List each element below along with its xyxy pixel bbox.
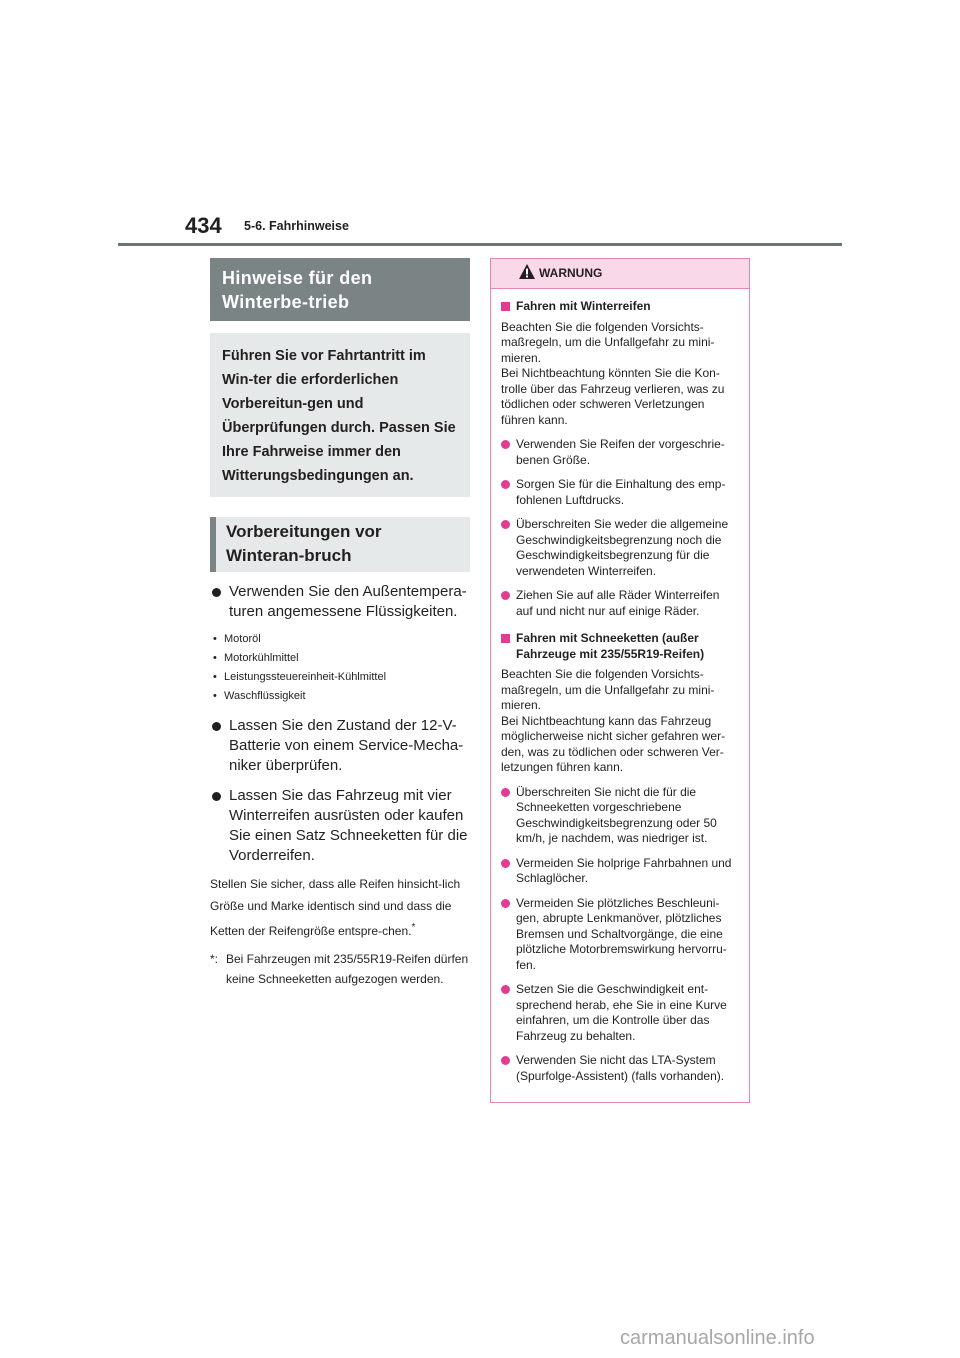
bullet-icon xyxy=(501,859,510,868)
list-item xyxy=(501,517,739,579)
list-item-text: Vermeiden Sie holprige Fahrbahnen und Schlaglöcher. xyxy=(516,855,732,885)
list-item-text: Waschflüssigkeit xyxy=(224,690,306,702)
bullet-icon xyxy=(212,722,221,731)
list-item-text: Setzen Sie die Geschwindigkeit ent-sprechend herab, ehe Sie in eine Kurve einfahren, um die Kontrolle über das Fahrzeug zu behalten. xyxy=(516,982,727,1043)
section-heading-preparation: Vorbereitungen vor Winteran-bruch xyxy=(210,517,470,572)
square-bullet-icon xyxy=(501,302,510,311)
bullet-icon xyxy=(501,591,510,600)
list-item-text: Ziehen Sie auf alle Räder Winterreifen auf und nicht nur auf einige Räder. xyxy=(516,588,720,618)
subheading-text: Fahren mit Schneeketten (außer Fahrzeuge mit 235/55R19-Reifen) xyxy=(516,631,705,661)
list-item xyxy=(501,437,739,468)
footnote-text: Bei Fahrzeugen mit 235/55R19-Reifen dürfen keine Schneeketten aufgezogen werden. xyxy=(226,951,469,986)
list-item xyxy=(501,785,739,847)
footnote-label: *: xyxy=(210,951,219,966)
bullet-icon xyxy=(501,899,510,908)
list-item xyxy=(501,896,739,974)
watermark[interactable]: carmanualsonline.info xyxy=(620,1327,815,1349)
bullet-icon xyxy=(501,520,510,529)
footnote xyxy=(210,949,470,989)
subheading-text: Fahren mit Winterreifen xyxy=(516,299,651,313)
left-column xyxy=(210,258,470,989)
bullet-icon xyxy=(501,440,510,449)
bullet-icon xyxy=(501,480,510,489)
warning-header xyxy=(491,259,749,289)
list-item xyxy=(501,982,739,1044)
bullet-icon xyxy=(212,588,221,597)
warning-title: WARNUNG xyxy=(539,266,603,280)
list-item-text: Motoröl xyxy=(224,633,261,645)
warning-body xyxy=(491,289,749,1084)
bullet-icon xyxy=(212,792,221,801)
square-bullet-icon xyxy=(501,634,510,643)
warning-subheading xyxy=(501,299,739,315)
header-divider xyxy=(118,243,842,246)
list-item xyxy=(501,1053,739,1084)
list-item xyxy=(210,630,470,649)
fluid-list xyxy=(210,630,470,706)
chapter-title: 5-6. Fahrhinweise xyxy=(244,219,349,233)
list-item xyxy=(501,856,739,887)
bullet-icon: • xyxy=(213,671,217,683)
footnote-marker: * xyxy=(411,922,416,933)
section-title-winter: Hinweise für den Winterbe-trieb xyxy=(210,258,470,321)
list-item xyxy=(210,786,470,866)
list-item xyxy=(501,477,739,508)
list-item-text: Überschreiten Sie weder die allgemeine Geschwindigkeitsbegrenzung noch die Geschwindigkeitsbegrenzung für die verwendeten Winterreifen. xyxy=(516,517,729,578)
bullet-icon: • xyxy=(213,633,217,645)
list-item xyxy=(501,588,739,619)
list-item xyxy=(210,649,470,668)
warning-paragraph: Bei Nichtbeachtung kann das Fahrzeug möglicherweise nicht sicher gefahren wer-den, was zu tödlichen oder schweren Ver-letzungen führen kann. xyxy=(501,713,726,774)
list-item-text: Sorgen Sie für die Einhaltung des emp-fohlenen Luftdrucks. xyxy=(516,477,726,507)
list-item-text: Verwenden Sie den Außentempera-turen angemessene Flüssigkeiten. xyxy=(229,583,467,620)
intro-text: Führen Sie vor Fahrtantritt im Win-ter die erforderlichen Vorbereitun-gen und Überprüfungen durch. Passen Sie Ihre Fahrweise immer den Witterungsbedingungen an. xyxy=(210,333,470,497)
list-item-text: Motorkühlmittel xyxy=(224,652,299,664)
warning-subheading xyxy=(501,631,739,662)
bullet-icon: • xyxy=(213,690,217,702)
warning-paragraph: Beachten Sie die folgenden Vorsichts-maßregeln, um die Unfallgefahr zu mini-mieren. xyxy=(501,319,715,365)
list-item xyxy=(210,582,470,622)
warning-triangle-icon xyxy=(518,263,536,280)
list-item-text: Verwenden Sie Reifen der vorgeschrie-benen Größe. xyxy=(516,437,725,467)
list-item-text: Lassen Sie den Zustand der 12-V-Batterie von einem Service-Mecha-niker überprüfen. xyxy=(229,717,464,774)
bullet-icon xyxy=(501,985,510,994)
list-item xyxy=(210,687,470,706)
tire-paragraph xyxy=(210,874,470,943)
list-item xyxy=(210,668,470,687)
paragraph-text: Stellen Sie sicher, dass alle Reifen hinsicht-lich Größe und Marke identisch sind und dass die Ketten der Reifengröße entspre-chen. xyxy=(210,877,461,938)
bullet-icon xyxy=(501,788,510,797)
list-item-text: Leistungssteuereinheit-Kühlmittel xyxy=(224,671,387,683)
warning-paragraph: Bei Nichtbeachtung könnten Sie die Kon-trolle über das Fahrzeug verlieren, was zu tödlichen oder schweren Verletzungen führen kann. xyxy=(501,366,725,427)
warning-box xyxy=(490,258,750,1103)
list-item-text: Verwenden Sie nicht das LTA-System (Spurfolge-Assistent) (falls vorhanden). xyxy=(516,1053,725,1083)
bullet-icon: • xyxy=(213,652,217,664)
bullet-icon xyxy=(501,1056,510,1065)
list-item xyxy=(210,716,470,776)
list-item-text: Vermeiden Sie plötzliches Beschleuni-gen, abrupte Lenkmanöver, plötzliches Bremsen und Schaltvorgänge, die eine plötzliche Motorbremswirkung hervorru-fen. xyxy=(516,895,727,972)
page-number: 434 xyxy=(185,213,222,238)
list-item-text: Überschreiten Sie nicht die für die Schneeketten vorgeschriebene Geschwindigkeitsbegrenzung oder 50 km/h, je nachdem, was niedriger ist. xyxy=(516,784,717,845)
list-item-text: Lassen Sie das Fahrzeug mit vier Winterreifen ausrüsten oder kaufen Sie einen Satz Schneeketten für die Vorderreifen. xyxy=(229,787,468,864)
warning-paragraph: Beachten Sie die folgenden Vorsichts-maßregeln, um die Unfallgefahr zu mini-mieren. xyxy=(501,667,715,712)
